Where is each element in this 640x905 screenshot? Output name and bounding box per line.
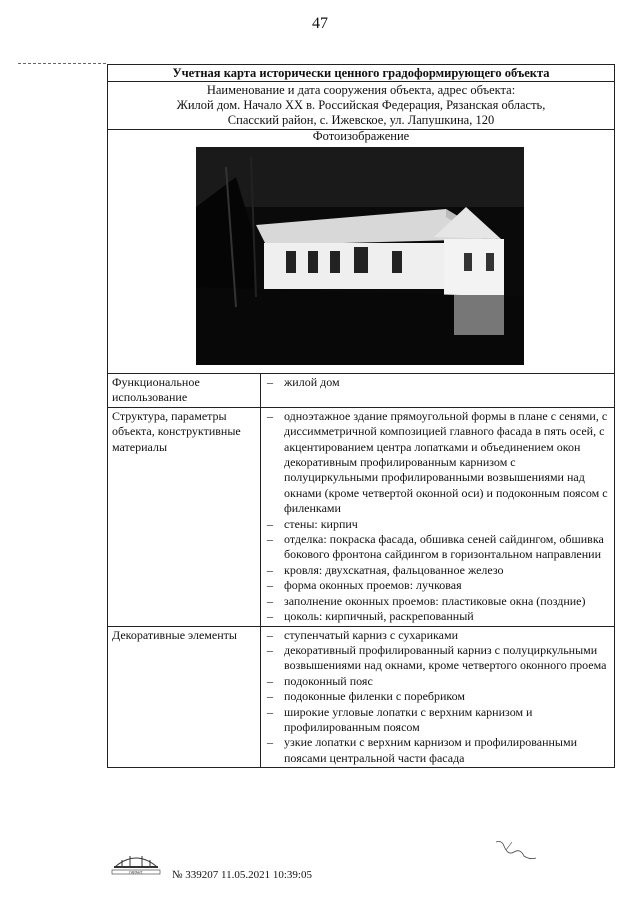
document-stamp: № 339207 11.05.2021 10:39:05 [172, 869, 312, 881]
table-row [108, 627, 614, 768]
list-item: – подоконный пояс [267, 674, 610, 689]
garant-logo [108, 848, 164, 881]
photo-section [108, 143, 614, 374]
card-title: Учетная карта исторически ценного градоформирующего объекта [108, 65, 614, 82]
address-heading: Наименование и дата сооружения объекта, адрес объекта: [206, 83, 516, 97]
list-item: – узкие лопатки с верхним карнизом и профилированными поясами центральной части фасада [267, 735, 610, 766]
signature-icon [494, 836, 538, 864]
list-item: – одноэтажное здание прямоугольной формы в плане с сенями, с диссимметричной композицией главного фасада в пять осей, с акцентированием центра лопатками и объединением окон декоративным профилированным карнизом с полуциркульными профилированными возвышениями над окнами (кроме четвертой оконной оси) и подоконным поясом с филенками [267, 409, 610, 517]
row-label: Структура, параметры объекта, конструктивные материалы [108, 408, 261, 626]
row-label: Функциональное использование [108, 374, 261, 407]
list-item: – кровля: двухскатная, фальцованное железо [267, 563, 610, 578]
list-item: – стены: кирпич [267, 517, 610, 532]
list-item: – декоративный профилированный карниз с полуциркульными возвышениями над окнами, кроме четвертого оконного проема [267, 643, 610, 674]
signature-mark [494, 836, 538, 869]
list-item: – отделка: покраска фасада, обшивка сеней сайдингом, обшивка бокового фронтона сайдингом в горизонтальном направлении [267, 532, 610, 563]
row-content [261, 374, 614, 407]
address-line-1: Жилой дом. Начало XX в. Российская Федерация, Рязанская область, [176, 98, 546, 112]
logo-caption: ГАРАНТ [129, 870, 143, 875]
list-item: – подоконные филенки с поребриком [267, 689, 610, 704]
table-row [108, 374, 614, 408]
house-photo-image [196, 147, 524, 365]
row-label: Декоративные элементы [108, 627, 261, 768]
list-item: – жилой дом [267, 375, 610, 390]
page-number: 47 [312, 15, 328, 32]
list-item: – ступенчатый карниз с сухариками [267, 628, 610, 643]
list-item: – цоколь: кирпичный, раскрепованный [267, 609, 610, 624]
scan-artifact [18, 63, 106, 68]
garant-logo-icon [108, 848, 164, 876]
house-photo [196, 147, 524, 365]
table-row [108, 408, 614, 627]
list-item: – заполнение оконных проемов: пластиковые окна (поздние) [267, 594, 610, 609]
photo-caption: Фотоизображение [312, 129, 410, 143]
list-item: – форма оконных проемов: лучковая [267, 578, 610, 593]
list-item: – широкие угловые лопатки с верхним карнизом и профилированным поясом [267, 705, 610, 736]
row-content [261, 627, 614, 768]
record-card [107, 64, 615, 768]
address-line-2: Спасский район, с. Ижевское, ул. Лапушкина, 120 [227, 113, 495, 127]
object-address-block [108, 82, 614, 130]
row-content [261, 408, 614, 626]
